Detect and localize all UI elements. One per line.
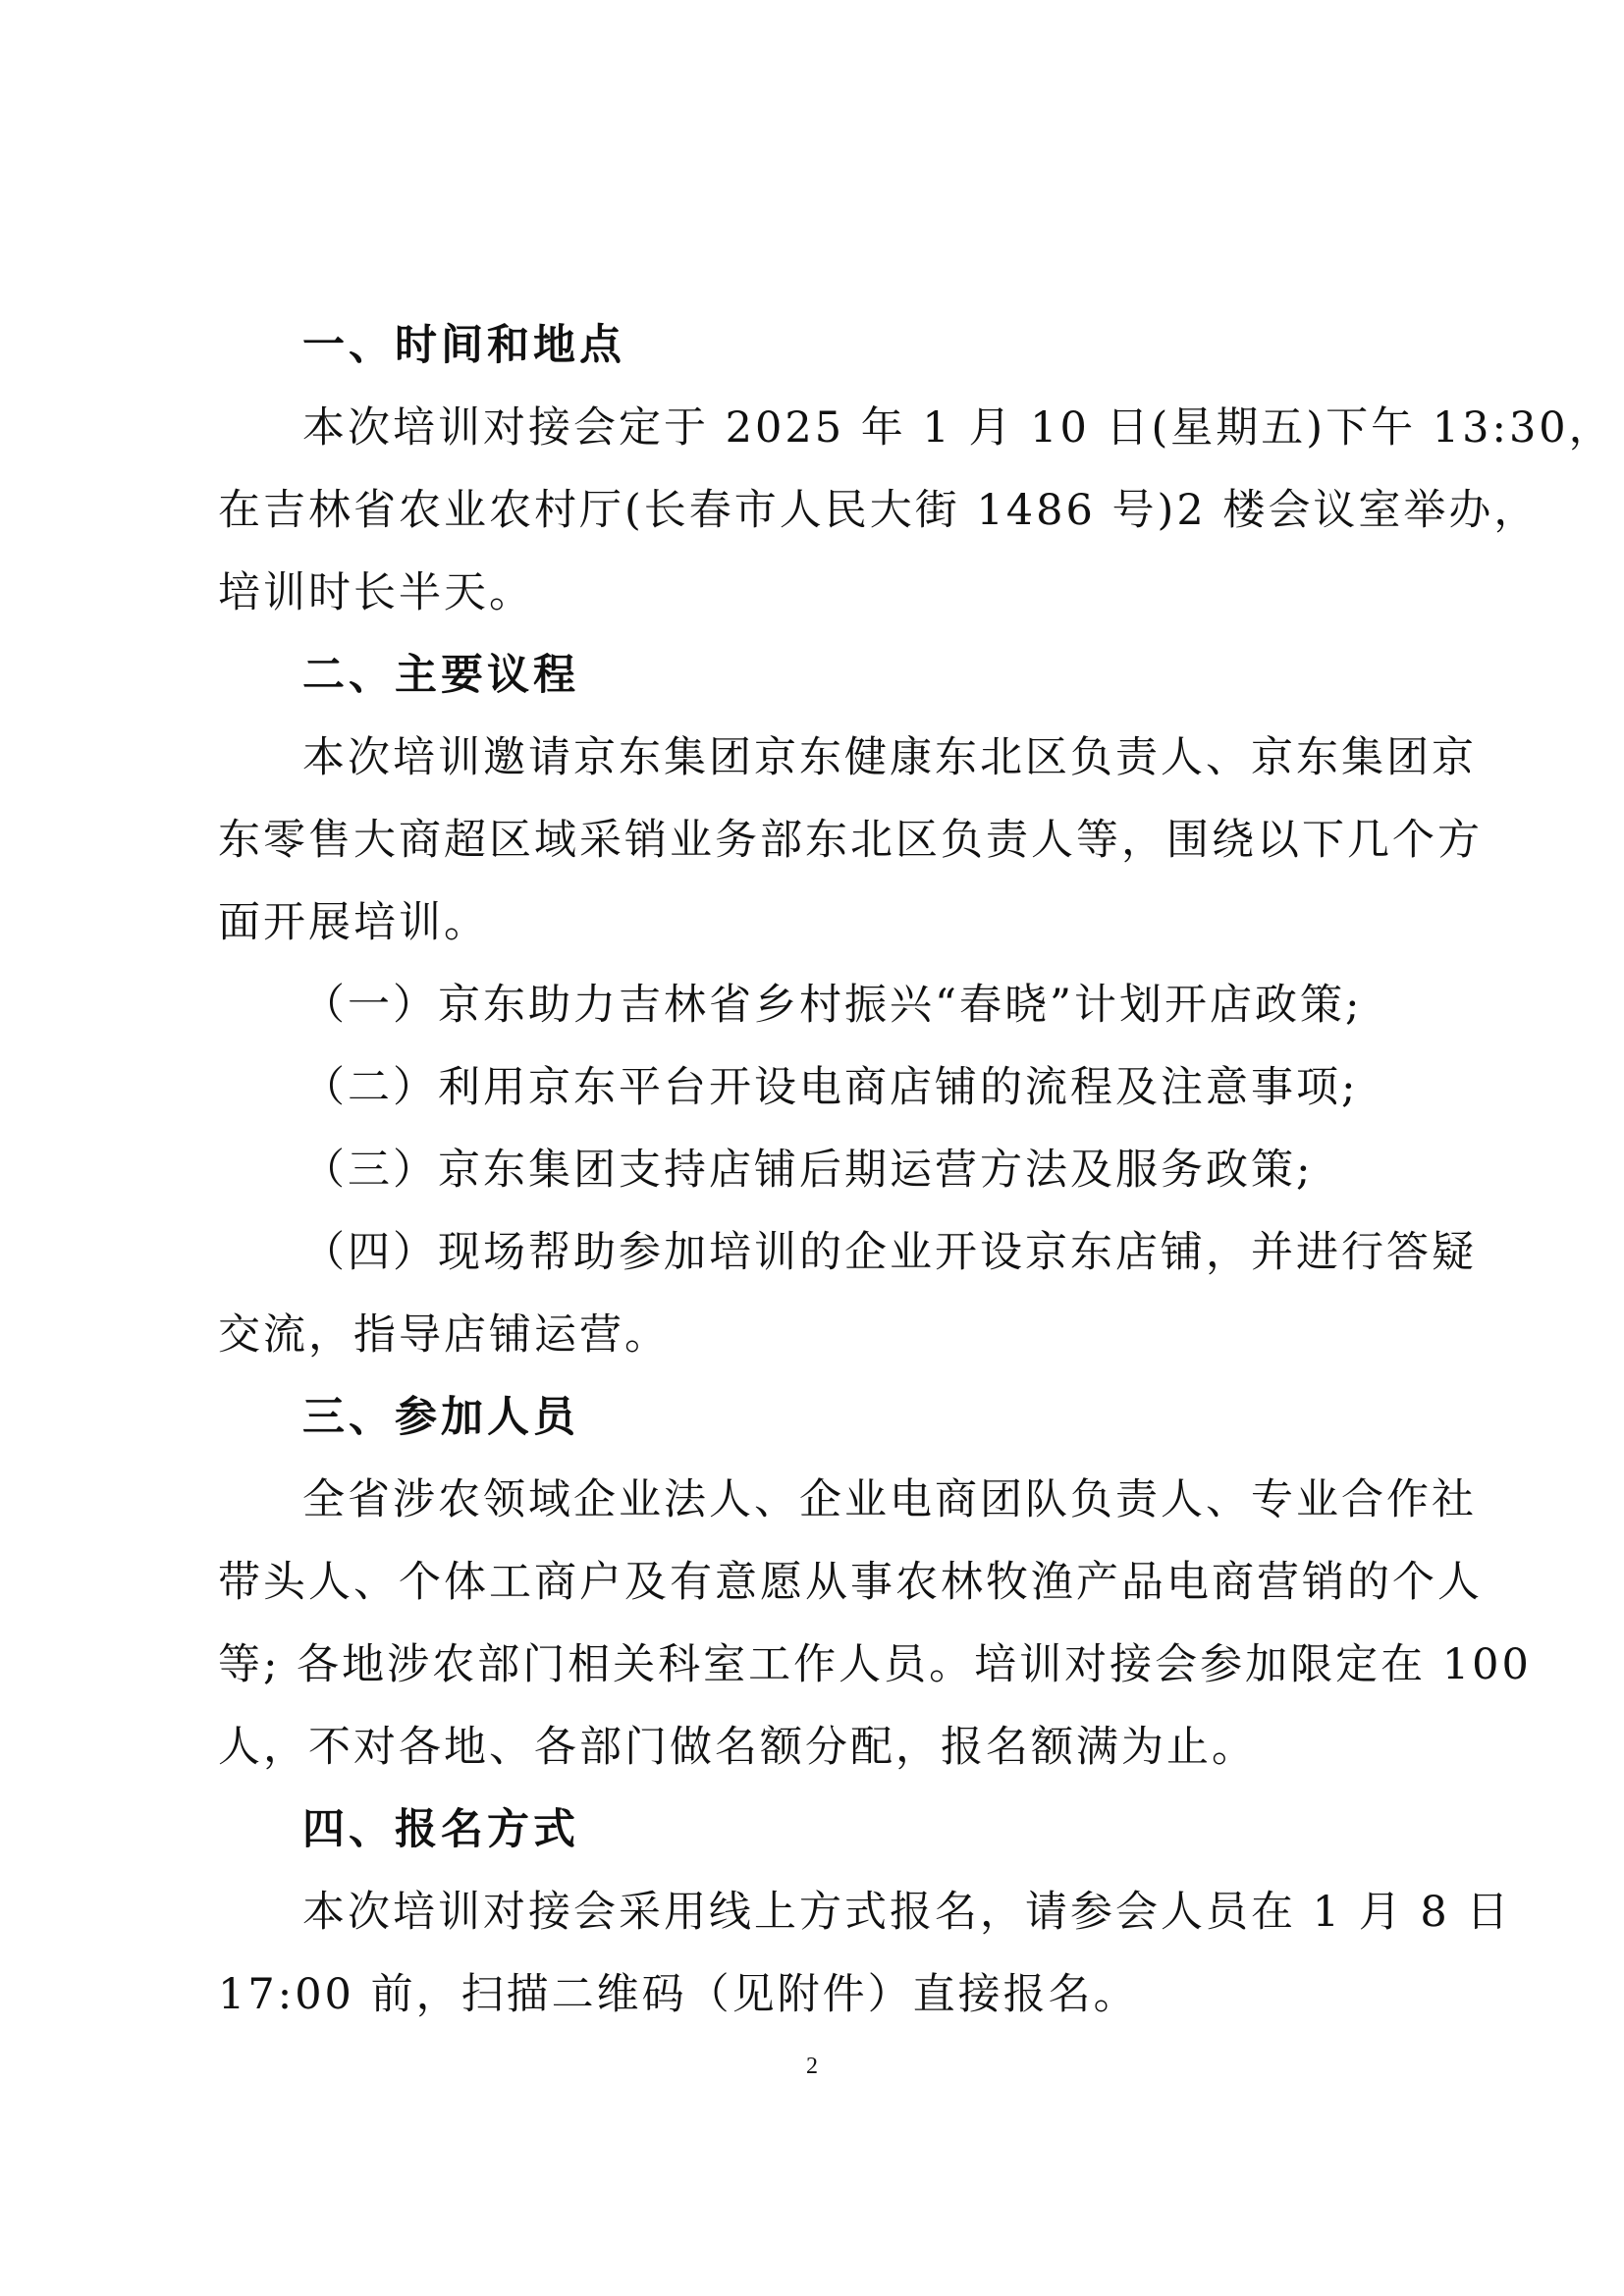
paragraph-line: 交流，指导店铺运营。 [218,1310,670,1360]
agenda-item: （四）现场帮助参加培训的企业开设京东店铺，并进行答疑 [302,1228,1477,1277]
paragraph-line: 17:00 前，扫描二维码（见附件）直接报名。 [218,1970,1139,2019]
paragraph-line: 本次培训对接会定于 2025 年 1 月 10 日(星期五)下午 13:30， [302,403,1614,453]
paragraph-line: 全省涉农领域企业法人、企业电商团队负责人、专业合作社 [302,1475,1477,1524]
paragraph-line: 带头人、个体工商户及有意愿从事农林牧渔产品电商营销的个人 [218,1558,1483,1607]
section-heading-time-place: 一、时间和地点 [302,321,625,370]
agenda-item: （三）京东集团支持店铺后期运营方法及服务政策; [302,1146,1314,1195]
paragraph-line: 等; 各地涉农部门相关科室工作人员。培训对接会参加限定在 100 [218,1640,1532,1689]
paragraph-line: 东零售大商超区域采销业务部东北区负责人等，围绕以下几个方 [218,816,1483,865]
paragraph-line: 本次培训邀请京东集团京东健康东北区负责人、京东集团京 [302,733,1477,782]
paragraph-line: 本次培训对接会采用线上方式报名，请参会人员在 1 月 8 日 [302,1888,1512,1937]
page-number: 2 [806,2054,818,2079]
paragraph-line: 培训时长半天。 [218,568,534,617]
section-heading-registration: 四、报名方式 [302,1805,579,1854]
agenda-item: （一）京东助力吉林省乡村振兴“春晓”计划开店政策; [302,981,1363,1030]
section-heading-participants: 三、参加人员 [302,1393,579,1442]
agenda-item: （二）利用京东平台开设电商店铺的流程及注意事项; [302,1063,1359,1112]
paragraph-line: 人，不对各地、各部门做名额分配，报名额满为止。 [218,1723,1257,1772]
paragraph-line: 面开展培训。 [218,898,489,947]
paragraph-line: 在吉林省农业农村厅(长春市人民大街 1486 号)2 楼会议室举办， [218,486,1540,535]
document-body [218,304,1614,2036]
section-heading-agenda: 二、主要议程 [302,651,579,700]
